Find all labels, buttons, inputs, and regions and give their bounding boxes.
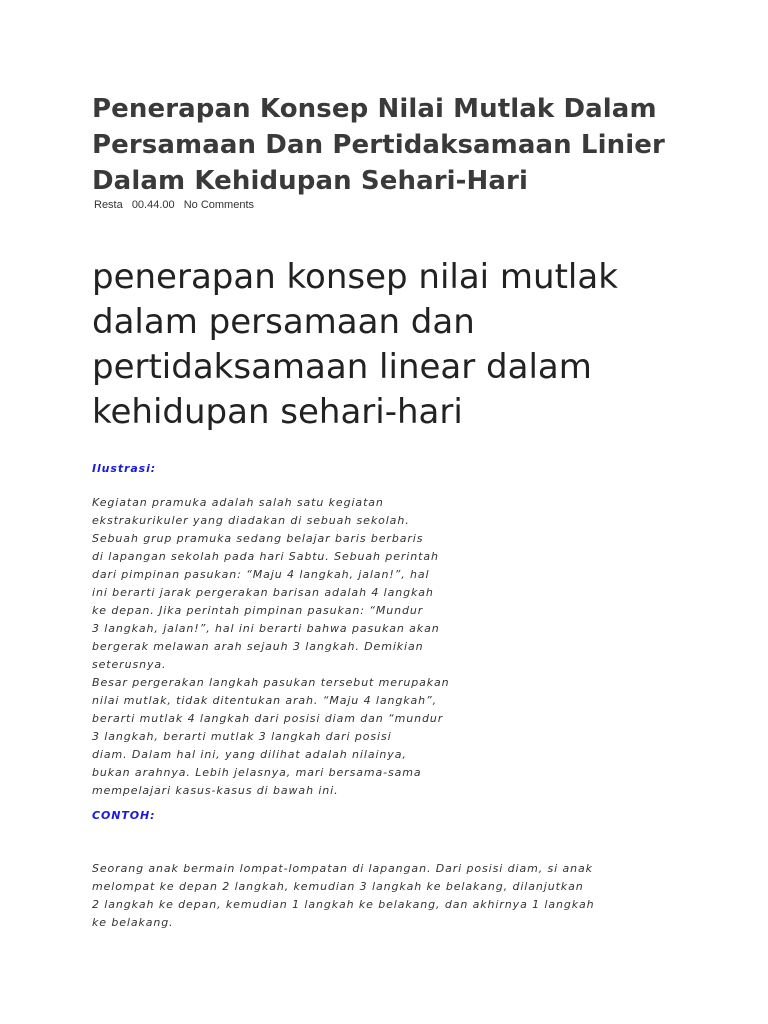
paragraph-line: Besar pergerakan langkah pasukan tersebut merupakan (92, 676, 450, 689)
paragraph-line: dari pimpinan pasukan: “Maju 4 langkah, jalan!”, hal (92, 568, 430, 581)
post-meta (94, 198, 254, 212)
post-title (92, 91, 732, 199)
post-time[interactable]: 00.44.00 (131, 199, 175, 211)
paragraph-line: nilai mutlak, tidak ditentukan arah. “Maju 4 langkah”, (92, 694, 437, 707)
article-heading-line: dalam persamaan dan (92, 302, 475, 342)
contoh-paragraph (92, 860, 652, 932)
paragraph-line: 3 langkah, jalan!”, hal ini berarti bahwa pasukan akan (92, 622, 440, 635)
paragraph-line: diam. Dalam hal ini, yang dilihat adalah nilainya, (92, 748, 407, 761)
paragraph-line: berarti mutlak 4 langkah dari posisi diam dan “mundur (92, 712, 444, 725)
post-title-line: Dalam Kehidupan Sehari-Hari (92, 166, 528, 196)
article-heading-line: penerapan konsep nilai mutlak (92, 257, 618, 297)
paragraph-line: ke belakang. (92, 916, 174, 929)
paragraph-line: Seorang anak bermain lompat-lompatan di lapangan. Dari posisi diam, si anak (92, 862, 593, 875)
paragraph-line: mempelajari kasus-kasus di bawah ini. (92, 784, 339, 797)
ilustrasi-label: Ilustrasi: (92, 462, 157, 475)
article-heading-line: kehidupan sehari-hari (92, 392, 463, 432)
paragraph-line: ini berarti jarak pergerakan barisan adalah 4 langkah (92, 586, 434, 599)
paragraph-line: bergerak melawan arah sejauh 3 langkah. Demikian (92, 640, 424, 653)
paragraph-line: Sebuah grup pramuka sedang belajar baris berbaris (92, 532, 424, 545)
paragraph-line: 2 langkah ke depan, kemudian 1 langkah ke belakang, dan akhirnya 1 langkah (92, 898, 595, 911)
article-heading (92, 255, 732, 435)
paragraph-line: melompat ke depan 2 langkah, kemudian 3 langkah ke belakang, dilanjutkan (92, 880, 584, 893)
contoh-label: CONTOH: (92, 809, 156, 822)
paragraph-line: bukan arahnya. Lebih jelasnya, mari bersama-sama (92, 766, 422, 779)
article-heading-line: pertidaksamaan linear dalam (92, 347, 592, 387)
post-author[interactable]: Resta (94, 199, 123, 211)
post-title-line: Persamaan Dan Pertidaksamaan Linier (92, 130, 665, 160)
paragraph-line: 3 langkah, berarti mutlak 3 langkah dari posisi (92, 730, 392, 743)
paragraph-line: seterusnya. (92, 658, 167, 671)
comments-link[interactable]: No Comments (183, 199, 254, 211)
paragraph-line: Kegiatan pramuka adalah salah satu kegiatan (92, 496, 384, 509)
post-title-line: Penerapan Konsep Nilai Mutlak Dalam (92, 94, 657, 124)
paragraph-line: di lapangan sekolah pada hari Sabtu. Sebuah perintah (92, 550, 439, 563)
paragraph-line: ke depan. Jika perintah pimpinan pasukan: “Mundur (92, 604, 424, 617)
ilustrasi-paragraph (92, 494, 512, 800)
paragraph-line: ekstrakurikuler yang diadakan di sebuah sekolah. (92, 514, 410, 527)
